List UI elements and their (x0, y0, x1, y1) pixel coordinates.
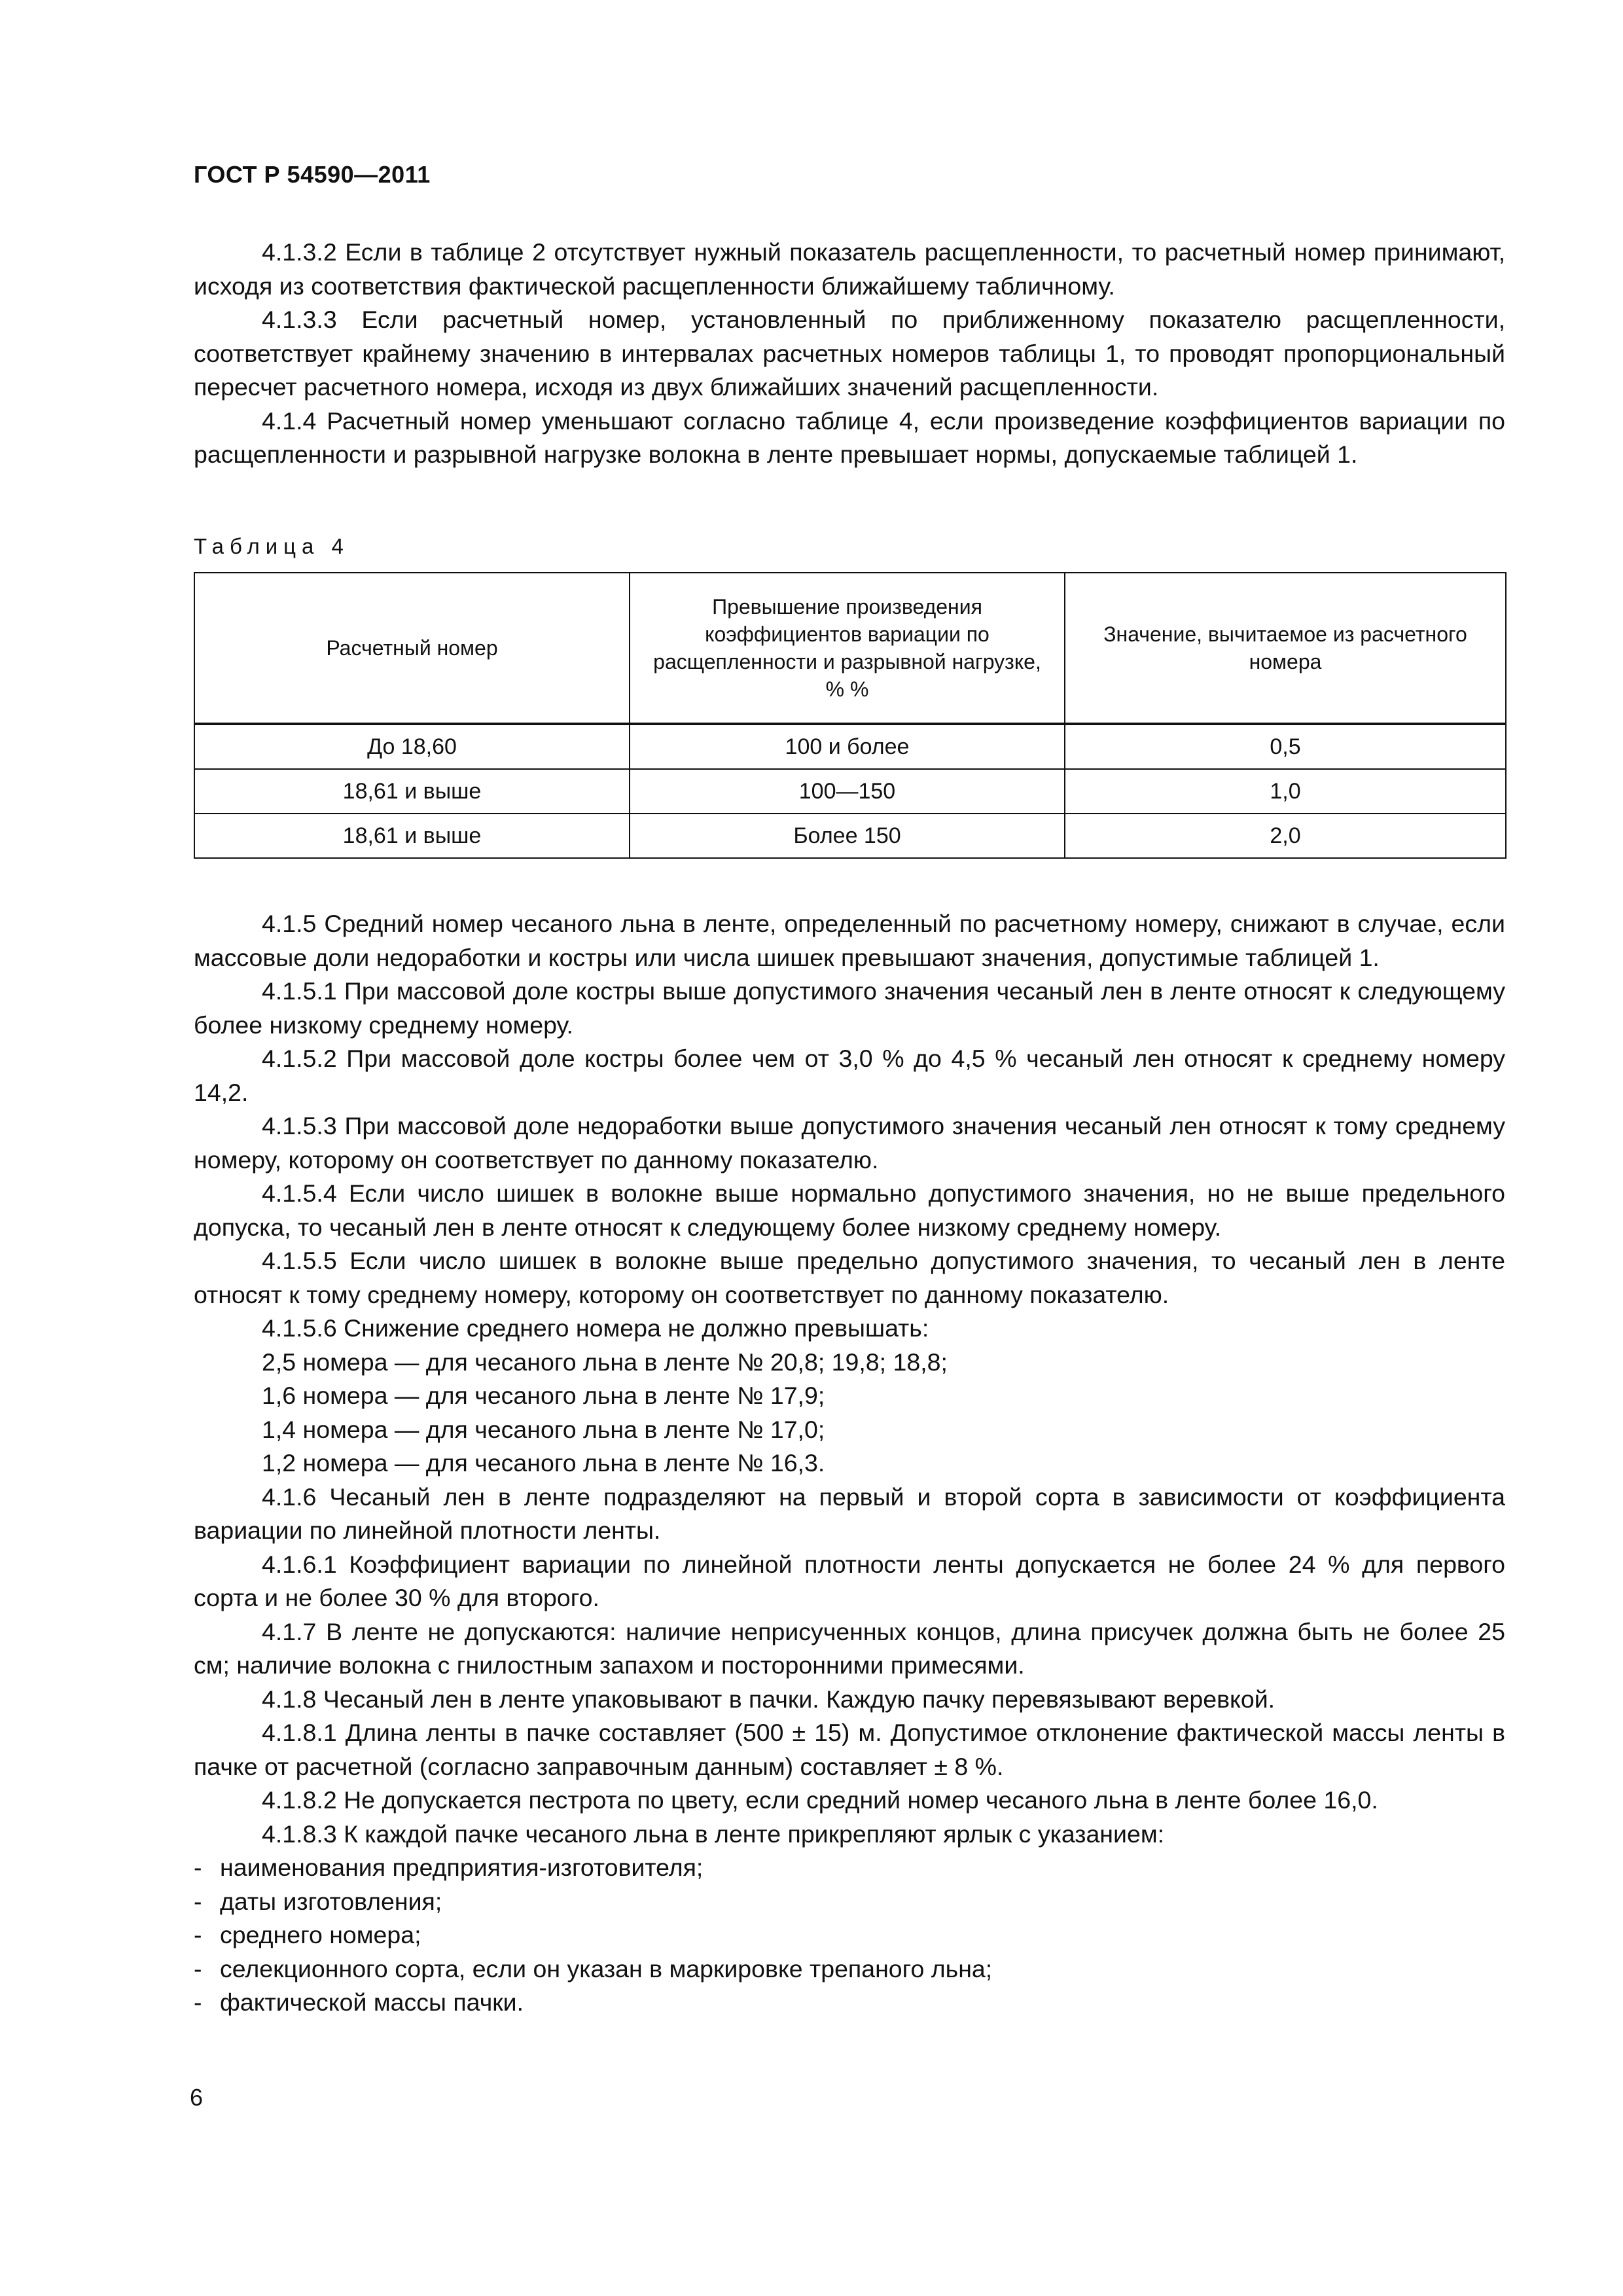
paragraph-4-1-3-2: 4.1.3.2 Если в таблице 2 отсутствует нужный показатель расщепленности, то расчетный номер принимают, исходя из соответствия фактической расщепленности ближайшему табличному. (194, 238, 1505, 300)
list-item (194, 1952, 1505, 1986)
list-marker: - (194, 1954, 202, 1982)
reduction-line: 1,4 номера — для чесаного льна в ленте № 17,0; (262, 1415, 825, 1443)
document-header: ГОСТ Р 54590—2011 (194, 161, 431, 188)
paragraph-4-1-8-1: 4.1.8.1 Длина ленты в пачке составляет (500 ± 15) м. Допустимое отклонение фактической массы ленты в пачке от расчетной (согласно заправочным данным) составляет ± 8 %. (194, 1719, 1505, 1780)
text-block-bottom (194, 907, 1505, 2020)
paragraph-4-1-8-3: 4.1.8.3 К каждой пачке чесаного льна в ленте прикрепляют ярлык с указанием: (262, 1820, 1165, 1848)
paragraph-4-1-3-3: 4.1.3.3 Если расчетный номер, установленный по приближенному показателю расщепленности, соответствует крайнему значению в интервалах расчетных номеров таблицы 1, то проводят пропорциональный пересчет расчетного номера, исходя из двух ближайших значений расщепленности. (194, 306, 1505, 401)
list-item-text: даты изготовления; (220, 1887, 442, 1915)
table-cell: До 18,60 (194, 724, 630, 769)
reduction-line: 1,2 номера — для чесаного льна в ленте № 16,3. (262, 1449, 825, 1477)
paragraph-4-1-5-3: 4.1.5.3 При массовой доле недоработки выше допустимого значения чесаный лен относят к тому среднему номеру, которому он соответствует по данному показателю. (194, 1112, 1505, 1174)
paragraph-4-1-5-2: 4.1.5.2 При массовой доле костры более чем от 3,0 % до 4,5 % чесаный лен относят к среднему номеру 14,2. (194, 1045, 1505, 1106)
paragraph-4-1-5-5: 4.1.5.5 Если число шишек в волокне выше предельно допустимого значения, то чесаный лен в ленте относят к тому среднему номеру, которому он соответствует по данному показателю. (194, 1247, 1505, 1308)
table-cell: 100—150 (630, 769, 1065, 814)
list-item-text: селекционного сорта, если он указан в маркировке трепаного льна; (220, 1954, 993, 1982)
table-cell: 18,61 и выше (194, 769, 630, 814)
paragraph-4-1-6: 4.1.6 Чесаный лен в ленте подразделяют на первый и второй сорта в зависимости от коэффициента вариации по линейной плотности ленты. (194, 1482, 1505, 1544)
paragraph-4-1-6-1: 4.1.6.1 Коэффициент вариации по линейной плотности ленты допускается не более 24 % для первого сорта и не более 30 % для второго. (194, 1550, 1505, 1611)
table-header-cell: Значение, вычитаемое из расчетного номера (1065, 573, 1506, 724)
text-block-top (194, 236, 1505, 472)
table-header-cell: Превышение произведения коэффициентов вариации по расщепленности и разрывной нагрузке, % % (630, 573, 1065, 724)
table-cell: 2,0 (1065, 814, 1506, 858)
list-item (194, 1918, 1505, 1952)
table-row (194, 769, 1506, 814)
paragraph-4-1-5-4: 4.1.5.4 Если число шишек в волокне выше нормально допустимого значения, но не выше предельного допуска, то чесаный лен в ленте относят к следующему более низкому среднему номеру. (194, 1179, 1505, 1241)
list-marker: - (194, 1887, 202, 1915)
paragraph-4-1-5: 4.1.5 Средний номер чесаного льна в ленте, определенный по расчетному номеру, снижают в случае, если массовые доли недоработки и костры или числа шишек превышают значения, допустимые таблицей 1. (194, 910, 1505, 971)
page-number: 6 (190, 2084, 204, 2111)
list-item (194, 1885, 1505, 1919)
table-row (194, 814, 1506, 858)
table-cell: 100 и более (630, 724, 1065, 769)
table-4 (194, 572, 1507, 859)
paragraph-4-1-5-6: 4.1.5.6 Снижение среднего номера не должно превышать: (262, 1314, 929, 1342)
reduction-line: 2,5 номера — для чесаного льна в ленте № 20,8; 19,8; 18,8; (262, 1348, 948, 1376)
table-header-cell: Расчетный номер (194, 573, 630, 724)
list-item-text: среднего номера; (220, 1921, 421, 1948)
paragraph-4-1-7: 4.1.7 В ленте не допускаются: наличие неприсученных концов, длина присучек должна быть не более 25 см; наличие волокна с гнилостным запахом и посторонними примесями. (194, 1617, 1505, 1679)
list-marker: - (194, 1921, 202, 1948)
list-item-text: фактической массы пачки. (220, 1988, 524, 2016)
reduction-line: 1,6 номера — для чесаного льна в ленте № 17,9; (262, 1382, 825, 1409)
table-cell: 1,0 (1065, 769, 1506, 814)
table-cell: Более 150 (630, 814, 1065, 858)
paragraph-4-1-4: 4.1.4 Расчетный номер уменьшают согласно таблице 4, если произведение коэффициентов вариации по расщепленности и разрывной нагрузке волокна в ленте превышает нормы, допускаемые таблицей 1. (194, 406, 1505, 468)
paragraph-4-1-8: 4.1.8 Чесаный лен в ленте упаковывают в пачки. Каждую пачку перевязывают веревкой. (262, 1685, 1275, 1713)
paragraph-4-1-8-2: 4.1.8.2 Не допускается пестрота по цвету, если средний номер чесаного льна в ленте более 16,0. (262, 1786, 1378, 1814)
table-cell: 0,5 (1065, 724, 1506, 769)
list-item-text: наименования предприятия-изготовителя; (220, 1854, 704, 1881)
table-header-row (194, 573, 1506, 724)
paragraph-4-1-5-1: 4.1.5.1 При массовой доле костры выше допустимого значения чесаный лен в ленте относят к следующему более низкому среднему номеру. (194, 977, 1505, 1039)
table-cell: 18,61 и выше (194, 814, 630, 858)
table-row (194, 724, 1506, 769)
list-item (194, 1986, 1505, 2020)
list-marker: - (194, 1988, 202, 2016)
list-marker: - (194, 1854, 202, 1881)
list-item (194, 1851, 1505, 1885)
table-caption: Таблица 4 (194, 534, 349, 558)
